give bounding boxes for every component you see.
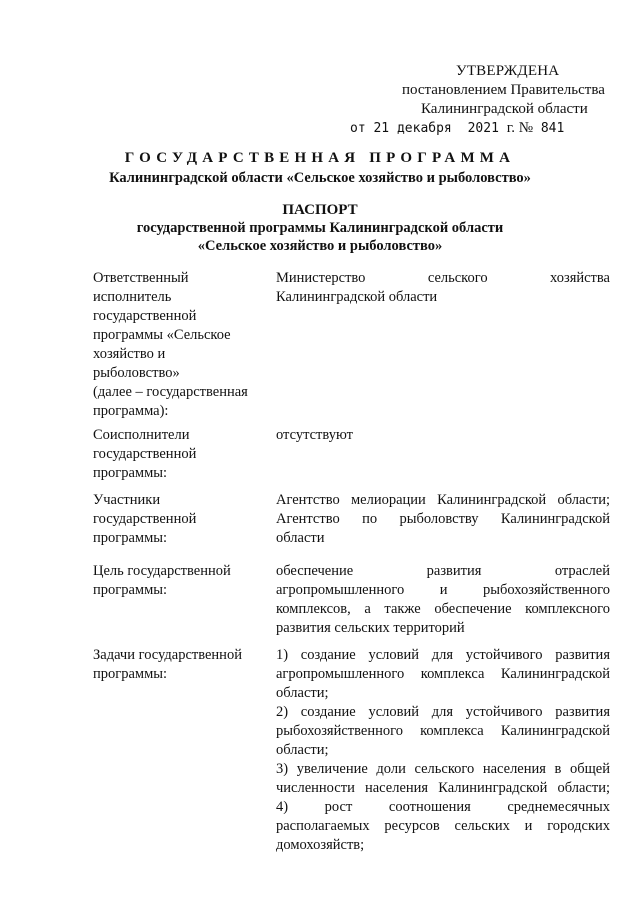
label-line: программы: (93, 530, 168, 546)
value-line: 1) создание условий для устойчивого развития (276, 647, 610, 663)
value-line: 2) создание условий для устойчивого развития (276, 704, 610, 720)
value-line: Агентство по рыболовству Калининградской (276, 511, 610, 527)
row-label (93, 491, 268, 548)
value-line: домохозяйств; (276, 837, 365, 853)
label-line: (далее – государственная (93, 384, 248, 400)
approval-date-year: 2021 (467, 121, 499, 136)
approval-year-suffix: г. № (506, 120, 534, 136)
value-line: численности населения Калининградской области; (276, 780, 610, 796)
label-line: Ответственный (93, 270, 189, 286)
row-label (93, 426, 268, 483)
value-line: агропромышленного комплекса Калининградской (276, 666, 610, 682)
value-line: 4) рост соотношения среднемесячных (276, 799, 610, 815)
value-line: Агентство мелиорации Калининградской области; (276, 492, 610, 508)
value-line: рыбохозяйственного комплекса Калининградской (276, 723, 610, 739)
program-title: ГОСУДАРСТВЕННАЯ ПРОГРАММА (124, 150, 516, 166)
value-line: располагаемых ресурсов сельских и городских (276, 818, 610, 834)
value-line: развития сельских территорий (276, 620, 465, 636)
row-value (276, 269, 610, 307)
approval-number: 841 (540, 121, 565, 136)
row-value (276, 646, 610, 855)
label-line: Соисполнители (93, 427, 190, 443)
row-label (93, 562, 268, 600)
label-line: программы: (93, 582, 168, 598)
value-line: 3) увеличение доли сельского населения в общей (276, 761, 610, 777)
value-line: отсутствуют (276, 427, 353, 443)
value-line: области (276, 530, 325, 546)
label-line: Цель государственной (93, 563, 231, 579)
label-line: государственной (93, 511, 197, 527)
label-line: Участники (93, 492, 161, 508)
approval-line-2: Калининградской области (421, 101, 588, 117)
value-line: обеспечение развития отраслей (276, 563, 610, 579)
label-line: программы «Сельское (93, 327, 231, 343)
approval-title: УТВЕРЖДЕНА (456, 63, 560, 79)
label-line: государственной (93, 308, 197, 324)
label-line: рыболовство» (93, 365, 180, 381)
label-line: Задачи государственной (93, 647, 242, 663)
row-value (276, 491, 610, 548)
approval-line-1: постановлением Правительства (402, 82, 605, 98)
label-line: программа): (93, 403, 169, 419)
passport-subtitle-line-2: «Сельское хозяйство и рыболовство» (197, 238, 443, 254)
row-value (276, 562, 610, 638)
label-line: хозяйство и (93, 346, 166, 362)
approval-date-line (350, 119, 564, 138)
value-line: комплексов, а также обеспечение комплексного (276, 601, 610, 617)
passport-subtitle-line-1: государственной программы Калининградской области (136, 220, 504, 236)
value-line: Министерство сельского хозяйства (276, 270, 610, 286)
passport-title: ПАСПОРТ (282, 202, 358, 218)
row-value (276, 426, 610, 445)
label-line: программы: (93, 666, 168, 682)
label-line: государственной (93, 446, 197, 462)
approval-date-prefix: от (350, 121, 366, 136)
value-line: агропромышленного и рыбохозяйственного (276, 582, 610, 598)
label-line: программы: (93, 465, 168, 481)
row-label (93, 269, 268, 421)
value-line: области; (276, 685, 329, 701)
program-subtitle: Калининградской области «Сельское хозяйство и рыболовство» (109, 170, 531, 186)
value-line: области; (276, 742, 329, 758)
row-label (93, 646, 268, 684)
value-line: Калининградской области (276, 289, 438, 305)
approval-date-day-month: 21 декабря (373, 121, 452, 136)
label-line: исполнитель (93, 289, 172, 305)
